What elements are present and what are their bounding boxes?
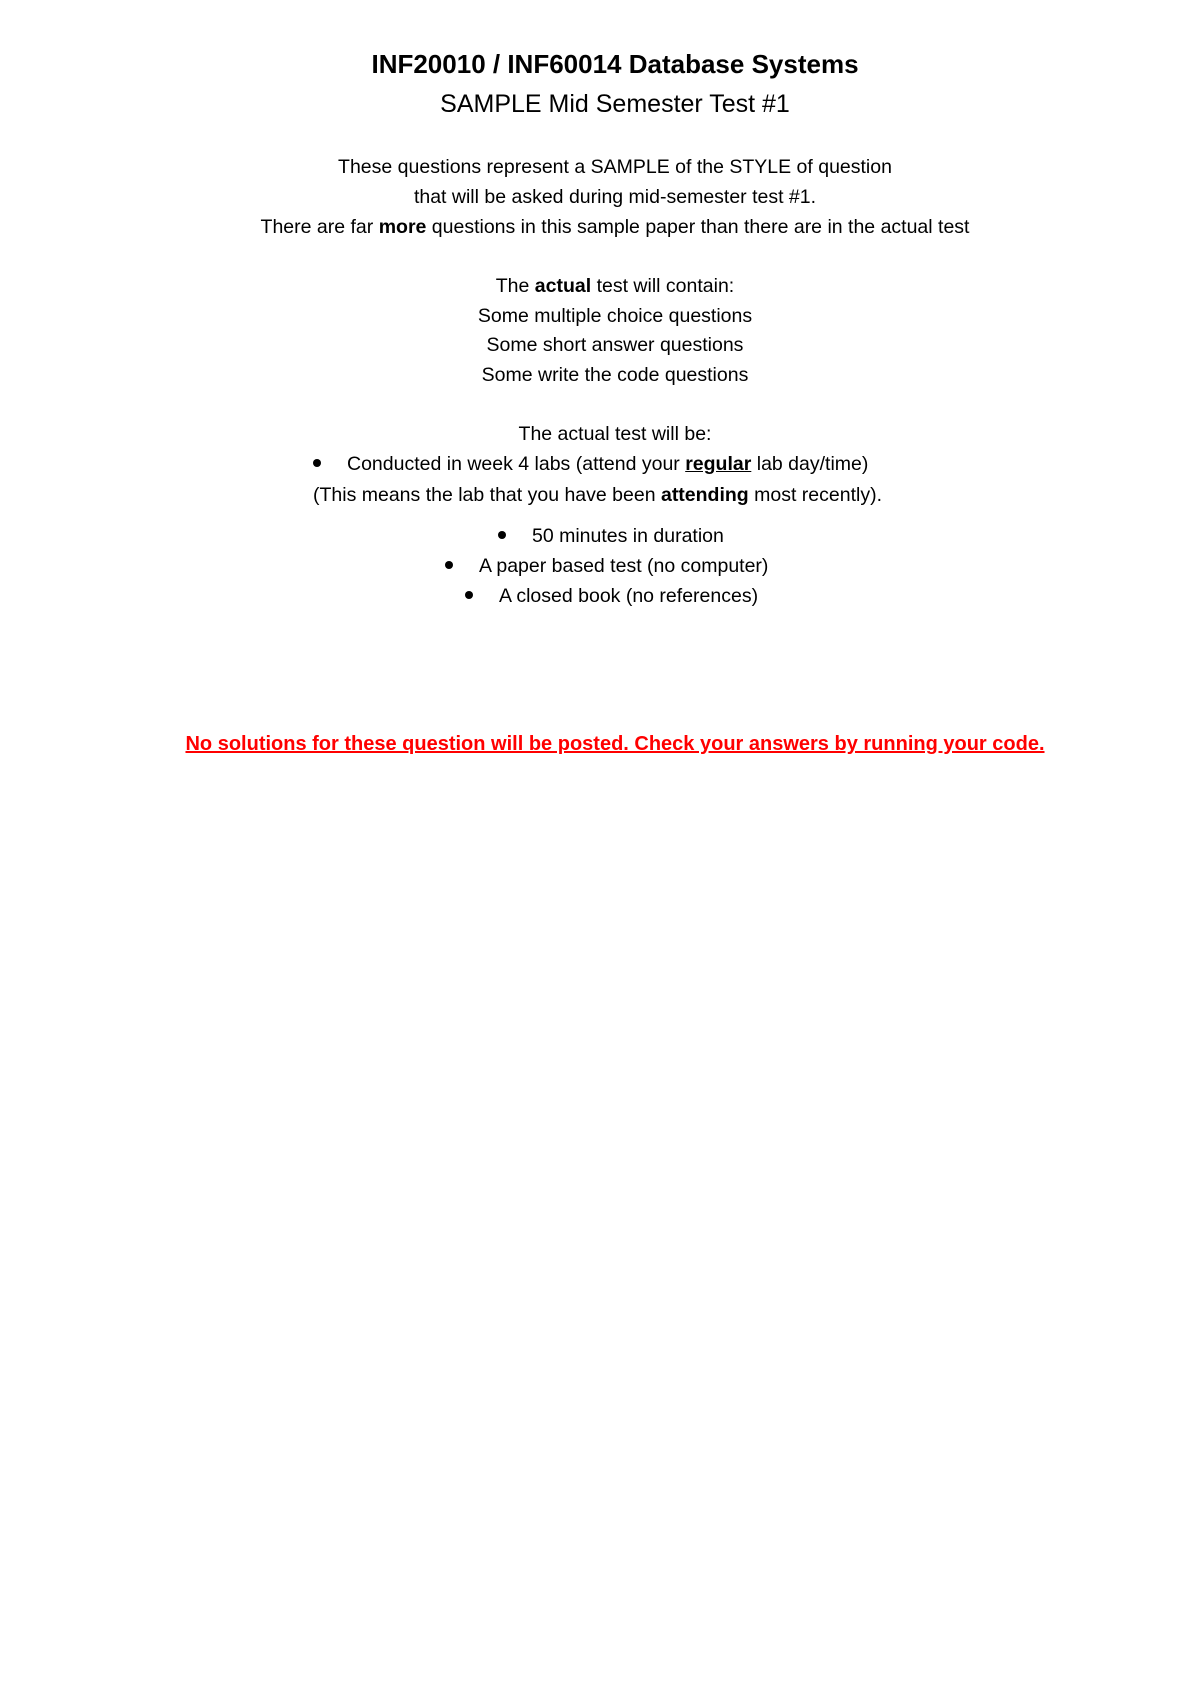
contents-emphasis-actual: actual (534, 275, 592, 297)
bullet-icon (313, 459, 321, 467)
contents-item: Some short answer questions (486, 334, 744, 356)
contents-heading-end: test will contain: (591, 275, 735, 297)
intro-emphasis-more: more (378, 216, 427, 238)
document-subtitle: SAMPLE Mid Semester Test #1 (440, 90, 790, 118)
conditions-bullet (465, 582, 758, 610)
bullet-icon (465, 591, 473, 599)
contents-heading-start: The (495, 275, 535, 297)
bullet-text: A paper based test (no computer) (479, 555, 769, 577)
contents-item: Some write the code questions (481, 364, 749, 386)
bullet-text-start: Conducted in week 4 labs (attend your (347, 453, 686, 475)
intro-line-3 (0, 213, 1200, 241)
conditions-note (313, 481, 882, 509)
bullet-icon (498, 531, 506, 539)
intro-line-2: that will be asked during mid-semester test #1. (413, 186, 817, 208)
bullet-icon (445, 561, 453, 569)
intro-line-3-end: questions in this sample paper than there are in the actual test (426, 216, 970, 238)
bullet-emphasis-regular: regular (685, 453, 752, 475)
note-emphasis-attending: attending (660, 484, 749, 506)
conditions-bullet (498, 522, 724, 550)
note-text-start: (This means the lab that you have been (313, 484, 661, 506)
intro-line-1: These questions represent a SAMPLE of the STYLE of question (338, 156, 892, 178)
conditions-bullet (445, 552, 768, 580)
conditions-bullet (313, 450, 868, 478)
intro-line-3-start: There are far (260, 216, 379, 238)
contents-item: Some multiple choice questions (477, 305, 753, 327)
contents-heading (0, 272, 1200, 300)
note-text-end: most recently). (748, 484, 883, 506)
bullet-text: A closed book (no references) (499, 585, 759, 607)
conditions-heading: The actual test will be: (518, 423, 712, 445)
bullet-text: 50 minutes in duration (532, 525, 724, 547)
no-solutions-notice: No solutions for these question will be posted. Check your answers by running your code. (185, 733, 1045, 755)
document-title: INF20010 / INF60014 Database Systems (371, 49, 859, 79)
bullet-text-end: lab day/time) (751, 453, 869, 475)
